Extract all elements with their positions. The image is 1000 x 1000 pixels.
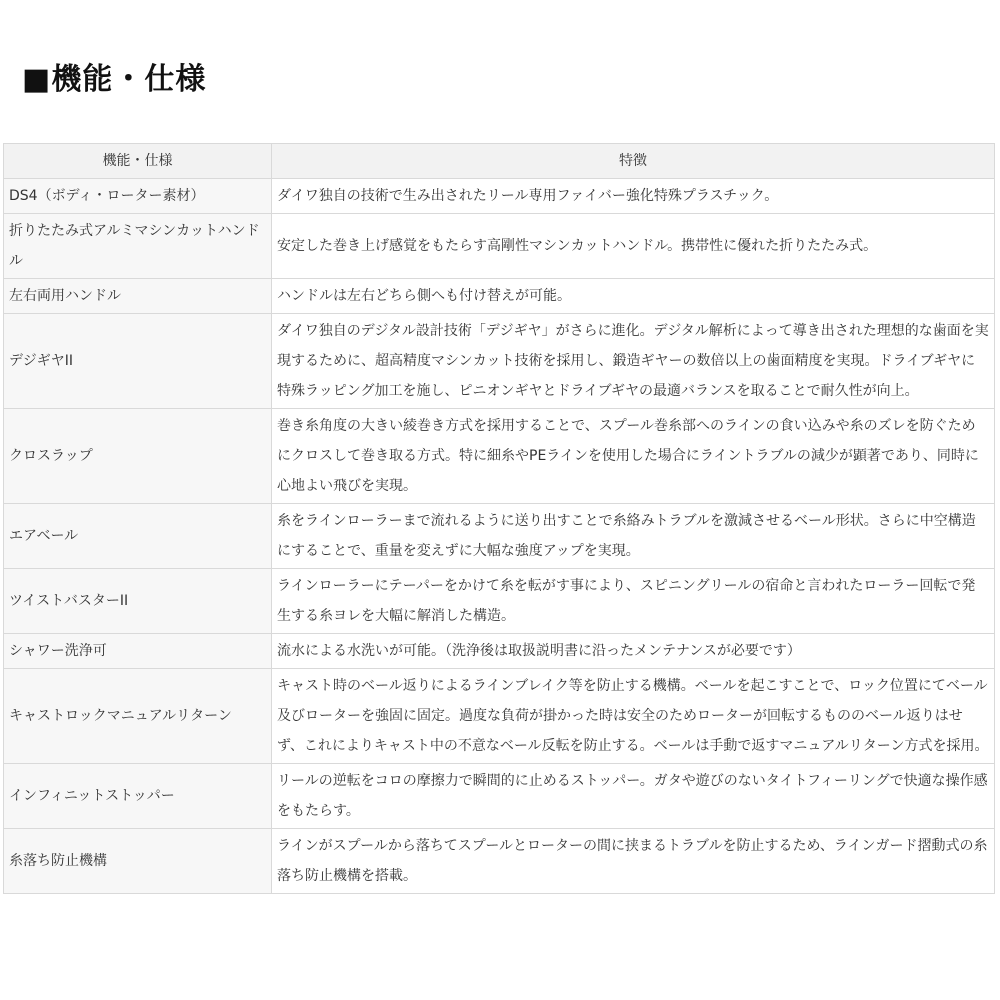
table-row [4,314,995,409]
feature-name: クロスラップ [4,409,272,504]
feature-description: キャスト時のベール返りによるラインブレイク等を防止する機構。ベールを起こすことで、ロック位置にてベール及びローターを強固に固定。過度な負荷が掛かった時は安全のためローターが回転するもののベール返りはせず、これによりキャスト中の不意なベール反転を防止する。ベールは手動で返すマニュアルリターン方式を採用。 [272,669,995,764]
feature-description: ラインがスプールから落ちてスプールとローターの間に挟まるトラブルを防止するため、ラインガード摺動式の糸落ち防止機構を搭載。 [272,829,995,894]
table-row [4,279,995,314]
feature-name: 折りたたみ式アルミマシンカットハンドル [4,214,272,279]
table-row [4,409,995,504]
feature-name: 糸落ち防止機構 [4,829,272,894]
feature-name: エアベール [4,504,272,569]
feature-description: ダイワ独自の技術で生み出されたリール専用ファイバー強化特殊プラスチック。 [272,179,995,214]
feature-name: ツイストバスターII [4,569,272,634]
feature-name: シャワー洗浄可 [4,634,272,669]
table-row [4,179,995,214]
feature-name: デジギヤII [4,314,272,409]
spec-table [3,143,995,894]
feature-description: リールの逆転をコロの摩擦力で瞬間的に止めるストッパー。ガタや遊びのないタイトフィーリングで快適な操作感をもたらす。 [272,764,995,829]
table-row [4,829,995,894]
table-header-row [4,144,995,179]
feature-name: キャストロックマニュアルリターン [4,669,272,764]
table-row [4,214,995,279]
feature-description: ラインローラーにテーパーをかけて糸を転がす事により、スピニングリールの宿命と言われたローラー回転で発生する糸ヨレを大幅に解消した構造。 [272,569,995,634]
feature-description: ハンドルは左右どちら側へも付け替えが可能。 [272,279,995,314]
feature-description: 流水による水洗いが可能。（洗浄後は取扱説明書に沿ったメンテナンスが必要です） [272,634,995,669]
feature-name: DS4（ボディ・ローター素材） [4,179,272,214]
feature-description: 糸をラインローラーまで流れるように送り出すことで糸絡みトラブルを激減させるベール形状。さらに中空構造にすることで、重量を変えずに大幅な強度アップを実現。 [272,504,995,569]
feature-name: インフィニットストッパー [4,764,272,829]
feature-name: 左右両用ハンドル [4,279,272,314]
page-title: ■機能・仕様 [22,62,207,97]
feature-description: 安定した巻き上げ感覚をもたらす高剛性マシンカットハンドル。携帯性に優れた折りたたみ式。 [272,214,995,279]
header-description: 特徴 [272,144,995,179]
header-feature: 機能・仕様 [4,144,272,179]
table-row [4,669,995,764]
feature-description: ダイワ独自のデジタル設計技術「デジギヤ」がさらに進化。デジタル解析によって導き出された理想的な歯面を実現するために、超高精度マシンカット技術を採用し、鍛造ギヤーの数倍以上の歯面精度を実現。ドライブギヤに特殊ラッピング加工を施し、ピニオンギヤとドライブギヤの最適バランスを取ることで耐久性が向上。 [272,314,995,409]
table-row [4,764,995,829]
feature-description: 巻き糸角度の大きい綾巻き方式を採用することで、スプール巻糸部へのラインの食い込みや糸のズレを防ぐためにクロスして巻き取る方式。特に細糸やPEラインを使用した場合にライントラブルの減少が顕著であり、同時に心地よい飛びを実現。 [272,409,995,504]
table-row [4,569,995,634]
table-row [4,504,995,569]
table-row [4,634,995,669]
